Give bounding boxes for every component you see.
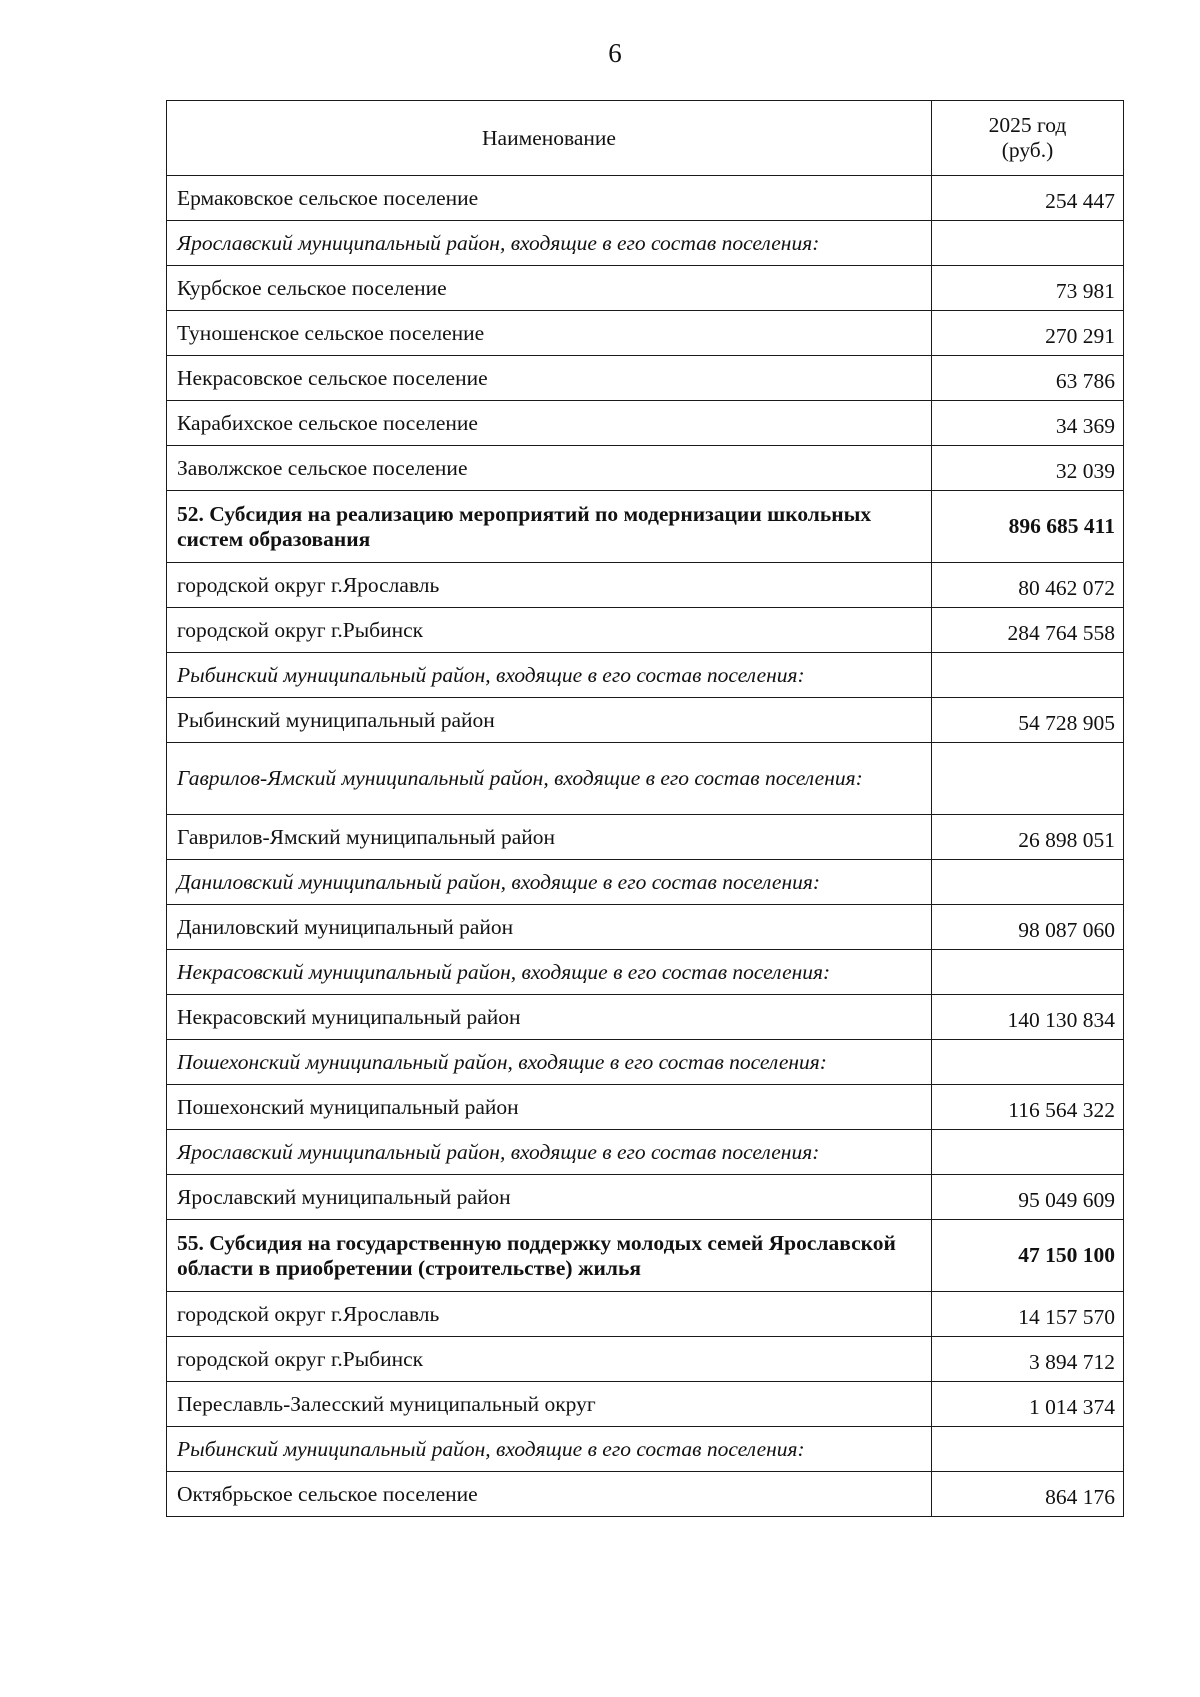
row-amount-cell: 98 087 060 <box>932 905 1124 950</box>
table-row <box>167 1175 1124 1220</box>
row-name-cell: Пошехонский муниципальный район <box>167 1085 932 1130</box>
table-row <box>167 1085 1124 1130</box>
table-row <box>167 698 1124 743</box>
row-amount-cell: 14 157 570 <box>932 1292 1124 1337</box>
table-row <box>167 176 1124 221</box>
row-name-cell: Гаврилов-Ямский муниципальный район, входящие в его состав поселения: <box>167 743 932 815</box>
table-row <box>167 446 1124 491</box>
table-row <box>167 1040 1124 1085</box>
page-number: 6 <box>608 38 622 68</box>
row-amount-cell: 864 176 <box>932 1472 1124 1517</box>
row-name-cell: Туношенское сельское поселение <box>167 311 932 356</box>
row-name-cell: Рыбинский муниципальный район, входящие в его состав поселения: <box>167 1427 932 1472</box>
table-row <box>167 491 1124 563</box>
row-amount-cell <box>932 860 1124 905</box>
row-name-cell: Рыбинский муниципальный район, входящие в его состав поселения: <box>167 653 932 698</box>
row-amount-cell: 34 369 <box>932 401 1124 446</box>
row-amount-cell <box>932 221 1124 266</box>
header-year-line2: (руб.) <box>1001 138 1054 162</box>
table-row <box>167 860 1124 905</box>
row-amount-cell: 73 981 <box>932 266 1124 311</box>
row-amount-cell: 116 564 322 <box>932 1085 1124 1130</box>
row-amount-cell: 63 786 <box>932 356 1124 401</box>
row-name-cell: Ярославский муниципальный район <box>167 1175 932 1220</box>
row-amount-cell <box>932 1130 1124 1175</box>
table-row <box>167 266 1124 311</box>
header-year-line1: 2025 год <box>988 113 1067 137</box>
row-name-cell: Октябрьское сельское поселение <box>167 1472 932 1517</box>
table-body <box>167 176 1124 1517</box>
table-row <box>167 1292 1124 1337</box>
row-amount-cell: 3 894 712 <box>932 1337 1124 1382</box>
row-amount-cell: 47 150 100 <box>932 1220 1124 1292</box>
row-amount-cell: 80 462 072 <box>932 563 1124 608</box>
table-row <box>167 1130 1124 1175</box>
row-name-cell: Даниловский муниципальный район, входящие в его состав поселения: <box>167 860 932 905</box>
table-row <box>167 356 1124 401</box>
column-header-name: Наименование <box>167 101 932 176</box>
table-header-row <box>167 101 1124 176</box>
row-name-cell: городской округ г.Рыбинск <box>167 1337 932 1382</box>
row-amount-cell <box>932 1427 1124 1472</box>
table-row <box>167 1472 1124 1517</box>
row-amount-cell <box>932 743 1124 815</box>
table-row <box>167 311 1124 356</box>
row-name-cell: Ярославский муниципальный район, входящие в его состав поселения: <box>167 221 932 266</box>
row-amount-cell: 284 764 558 <box>932 608 1124 653</box>
row-name-cell: Даниловский муниципальный район <box>167 905 932 950</box>
row-amount-cell: 1 014 374 <box>932 1382 1124 1427</box>
table-row <box>167 653 1124 698</box>
row-name-cell: Пошехонский муниципальный район, входящие в его состав поселения: <box>167 1040 932 1085</box>
row-name-cell: Ермаковское сельское поселение <box>167 176 932 221</box>
row-amount-cell: 270 291 <box>932 311 1124 356</box>
table-row <box>167 1337 1124 1382</box>
row-amount-cell: 26 898 051 <box>932 815 1124 860</box>
table-row <box>167 995 1124 1040</box>
row-name-cell: Некрасовское сельское поселение <box>167 356 932 401</box>
row-amount-cell: 95 049 609 <box>932 1175 1124 1220</box>
row-name-cell: городской округ г.Рыбинск <box>167 608 932 653</box>
column-header-year <box>932 101 1124 176</box>
subsidy-table <box>166 100 1124 1517</box>
row-name-cell: городской округ г.Ярославль <box>167 563 932 608</box>
table-row <box>167 905 1124 950</box>
table-row <box>167 608 1124 653</box>
row-name-cell: Некрасовский муниципальный район <box>167 995 932 1040</box>
row-name-cell: 52. Субсидия на реализацию мероприятий по модернизации школьных систем образования <box>167 491 932 563</box>
row-amount-cell <box>932 950 1124 995</box>
table-row <box>167 743 1124 815</box>
table-row <box>167 401 1124 446</box>
row-name-cell: Рыбинский муниципальный район <box>167 698 932 743</box>
row-amount-cell: 54 728 905 <box>932 698 1124 743</box>
row-name-cell: Заволжское сельское поселение <box>167 446 932 491</box>
table-row <box>167 1427 1124 1472</box>
row-amount-cell <box>932 653 1124 698</box>
table-row <box>167 221 1124 266</box>
row-amount-cell: 896 685 411 <box>932 491 1124 563</box>
row-name-cell: Ярославский муниципальный район, входящие в его состав поселения: <box>167 1130 932 1175</box>
table-row <box>167 1382 1124 1427</box>
row-amount-cell: 254 447 <box>932 176 1124 221</box>
row-name-cell: Курбское сельское поселение <box>167 266 932 311</box>
table-row <box>167 1220 1124 1292</box>
row-name-cell: Гаврилов-Ямский муниципальный район <box>167 815 932 860</box>
row-name-cell: Переславль-Залесский муниципальный округ <box>167 1382 932 1427</box>
row-amount-cell <box>932 1040 1124 1085</box>
table-row <box>167 563 1124 608</box>
table-row <box>167 815 1124 860</box>
table-row <box>167 950 1124 995</box>
row-name-cell: Некрасовский муниципальный район, входящие в его состав поселения: <box>167 950 932 995</box>
row-name-cell: городской округ г.Ярославль <box>167 1292 932 1337</box>
row-amount-cell: 140 130 834 <box>932 995 1124 1040</box>
row-name-cell: 55. Субсидия на государственную поддержку молодых семей Ярославской области в приобретении (строительстве) жилья <box>167 1220 932 1292</box>
row-name-cell: Карабихское сельское поселение <box>167 401 932 446</box>
row-amount-cell: 32 039 <box>932 446 1124 491</box>
